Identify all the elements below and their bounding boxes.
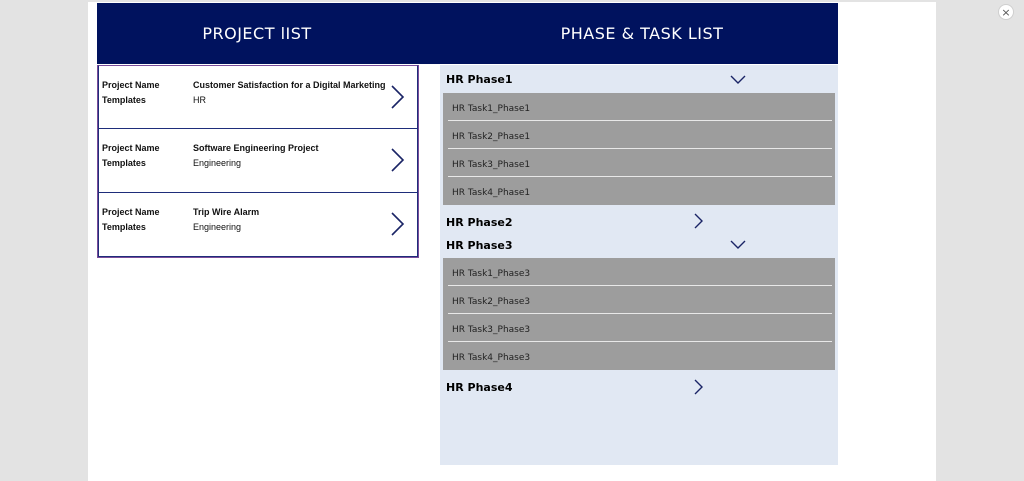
- project-card[interactable]: [98, 193, 418, 257]
- phase-header[interactable]: [440, 229, 838, 258]
- task-item[interactable]: [443, 121, 835, 149]
- project-name: Software Engineering Project: [193, 143, 319, 153]
- chevron-right-icon[interactable]: [694, 379, 704, 395]
- task-label: HR Task4_Phase3: [452, 353, 531, 363]
- task-label: HR Task1_Phase3: [452, 269, 531, 279]
- project-name-label: Project Name: [102, 207, 160, 217]
- header-bar: [97, 3, 838, 64]
- project-list-title: PROJECT lIST: [202, 24, 312, 43]
- project-card[interactable]: [98, 65, 418, 129]
- task-label: HR Task3_Phase3: [452, 325, 531, 335]
- templates-label: Templates: [102, 95, 146, 105]
- project-card[interactable]: [98, 129, 418, 193]
- chevron-right-icon[interactable]: [387, 83, 407, 111]
- task-label: HR Task1_Phase1: [452, 104, 531, 114]
- task-item[interactable]: [443, 314, 835, 342]
- phase-header[interactable]: [440, 370, 838, 400]
- chevron-right-icon[interactable]: [694, 213, 704, 229]
- close-icon: ×: [1001, 6, 1011, 19]
- templates-label: Templates: [102, 222, 146, 232]
- phase-task-panel: [440, 65, 838, 465]
- project-template: HR: [193, 95, 206, 105]
- project-list: [97, 65, 419, 258]
- task-label: HR Task4_Phase1: [452, 188, 531, 198]
- phase-title: HR Phase1: [446, 73, 513, 86]
- task-group: [443, 93, 835, 205]
- task-item[interactable]: [443, 149, 835, 177]
- project-name: Customer Satisfaction for a Digital Marketing: [193, 80, 386, 90]
- project-name-label: Project Name: [102, 143, 160, 153]
- task-label: HR Task2_Phase3: [452, 297, 531, 307]
- chevron-right-icon[interactable]: [387, 146, 407, 174]
- task-group: [443, 258, 835, 370]
- task-item[interactable]: [443, 258, 835, 286]
- project-name-label: Project Name: [102, 80, 160, 90]
- chevron-down-icon[interactable]: [730, 75, 746, 85]
- task-item[interactable]: [443, 342, 835, 370]
- task-label: HR Task3_Phase1: [452, 160, 531, 170]
- close-button[interactable]: [998, 4, 1014, 20]
- phase-title: HR Phase2: [446, 216, 513, 229]
- phase-title: HR Phase4: [446, 381, 513, 394]
- task-item[interactable]: [443, 93, 835, 121]
- phase-task-list-title: PHASE & TASK LIST: [560, 24, 724, 43]
- task-item[interactable]: [443, 286, 835, 314]
- phase-title: HR Phase3: [446, 239, 513, 252]
- templates-label: Templates: [102, 158, 146, 168]
- task-label: HR Task2_Phase1: [452, 132, 531, 142]
- project-template: Engineering: [193, 222, 242, 232]
- chevron-down-icon[interactable]: [730, 240, 746, 250]
- project-template: Engineering: [193, 158, 242, 168]
- phase-header[interactable]: [440, 65, 838, 93]
- task-item[interactable]: [443, 177, 835, 205]
- project-name: Trip Wire Alarm: [193, 207, 260, 217]
- phase-header[interactable]: [440, 205, 838, 229]
- chevron-right-icon[interactable]: [387, 210, 407, 238]
